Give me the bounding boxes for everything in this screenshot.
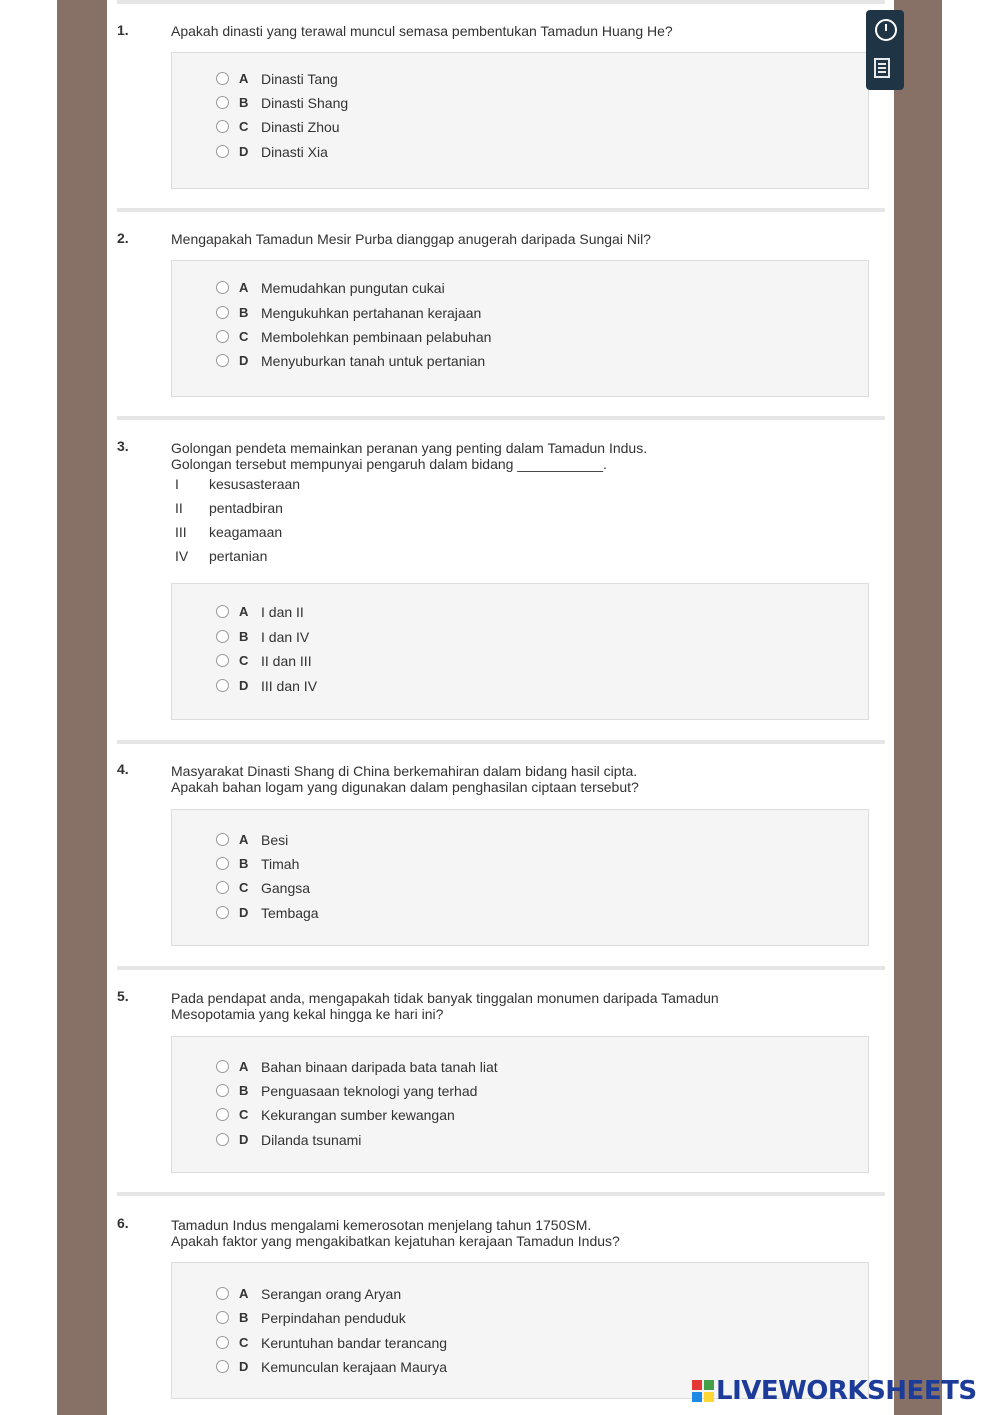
radio-button[interactable] [216,1287,229,1300]
option-letter: D [239,353,249,368]
question-number: 1. [117,22,129,38]
question-number: 3. [117,438,129,454]
statement-text: pentadbiran [209,500,283,516]
radio-button[interactable] [216,906,229,919]
question-text-line: Mesopotamia yang kekal hingga ke hari ini? [171,1006,444,1022]
radio-button[interactable] [216,306,229,319]
option-text: Mengukuhkan pertahanan kerajaan [261,305,482,321]
radio-button[interactable] [216,1336,229,1349]
option-letter: B [239,856,249,871]
radio-button[interactable] [216,354,229,367]
worksheet-page [107,0,894,1415]
radio-button[interactable] [216,1084,229,1097]
statement-text: pertanian [209,548,268,564]
question-text [171,23,673,39]
option-text: Menyuburkan tanah untuk pertanian [261,353,486,369]
option-letter: D [239,1359,249,1374]
radio-button[interactable] [216,281,229,294]
question-text-line: Apakah faktor yang mengakibatkan kejatuhan kerajaan Tamadun Indus? [171,1233,620,1249]
question-text-line: Mengapakah Tamadun Mesir Purba dianggap anugerah daripada Sungai Nil? [171,231,651,247]
option-letter: A [239,604,249,619]
radio-button[interactable] [216,96,229,109]
option-text: Kemunculan kerajaan Maurya [261,1359,447,1375]
radio-button[interactable] [216,654,229,667]
right-margin-band [894,0,942,1415]
statement-text: kesusasteraan [209,476,301,492]
option-text: Bahan binaan daripada bata tanah liat [261,1059,498,1075]
option-letter: D [239,905,249,920]
floating-toolbar [866,10,904,90]
option-letter: A [239,1059,249,1074]
question-separator [117,0,885,4]
radio-button[interactable] [216,145,229,158]
statement-numeral: I [175,476,179,492]
question-separator [117,740,885,744]
radio-button[interactable] [216,1108,229,1121]
logo-square [692,1380,702,1390]
radio-button[interactable] [216,881,229,894]
option-letter: A [239,280,249,295]
option-text: Dinasti Xia [261,144,328,160]
option-text: Keruntuhan bandar terancang [261,1335,448,1351]
radio-button[interactable] [216,1133,229,1146]
question-separator [117,416,885,420]
option-letter: B [239,629,249,644]
options-box [171,52,869,189]
option-letter: B [239,1083,249,1098]
option-text: Membolehkan pembinaan pelabuhan [261,329,492,345]
option-text: Dinasti Zhou [261,119,340,135]
question-text-line: Golongan tersebut mempunyai pengaruh dalam bidang ___________. [171,456,607,472]
question-text-line: Masyarakat Dinasti Shang di China berkemahiran dalam bidang hasil cipta. [171,763,638,779]
option-text: Kekurangan sumber kewangan [261,1107,455,1123]
radio-button[interactable] [216,833,229,846]
options-box [171,260,869,397]
options-box [171,809,869,946]
option-letter: B [239,95,249,110]
option-letter: B [239,1310,249,1325]
option-letter: C [239,1107,249,1122]
option-text: I dan IV [261,629,310,645]
statement-numeral: II [175,500,183,516]
option-letter: A [239,1286,249,1301]
logo-square [704,1380,714,1390]
question-separator [117,1192,885,1196]
radio-button[interactable] [216,679,229,692]
option-text: Gangsa [261,880,311,896]
option-letter: C [239,653,249,668]
option-text: Besi [261,832,289,848]
question-number: 4. [117,761,129,777]
options-box [171,583,869,720]
option-text: Dinasti Tang [261,71,338,87]
question-text-line: Tamadun Indus mengalami kemerosotan menjelang tahun 1750SM. [171,1217,592,1233]
left-margin-band [57,0,107,1415]
question-text-line: Pada pendapat anda, mengapakah tidak banyak tinggalan monumen daripada Tamadun [171,990,719,1006]
radio-button[interactable] [216,1360,229,1373]
option-letter: D [239,1132,249,1147]
logo-square [704,1392,714,1402]
options-box [171,1036,869,1173]
option-text: I dan II [261,604,304,620]
radio-button[interactable] [216,630,229,643]
question-number: 5. [117,988,129,1004]
question-text-line: Apakah bahan logam yang digunakan dalam penghasilan ciptaan tersebut? [171,779,639,795]
clock-icon[interactable] [875,19,897,41]
radio-button[interactable] [216,1060,229,1073]
liveworksheets-logo[interactable] [692,1373,977,1409]
radio-button[interactable] [216,120,229,133]
question-text-line: Golongan pendeta memainkan peranan yang penting dalam Tamadun Indus. [171,440,648,456]
option-letter: D [239,144,249,159]
brand-name: LIVEWORKSHEETS [716,1376,977,1406]
notes-icon[interactable] [874,58,890,78]
question-text [171,990,719,1022]
question-text [171,440,647,472]
statement-numeral: III [175,524,187,540]
option-text: Perpindahan penduduk [261,1310,406,1326]
option-text: Timah [261,856,300,872]
option-text: Penguasaan teknologi yang terhad [261,1083,478,1099]
option-letter: A [239,832,249,847]
option-letter: B [239,305,249,320]
option-letter: C [239,1335,249,1350]
question-separator [117,966,885,970]
radio-button[interactable] [216,330,229,343]
option-letter: C [239,119,249,134]
option-text: Dilanda tsunami [261,1132,362,1148]
option-text: III dan IV [261,678,318,694]
option-text: Serangan orang Aryan [261,1286,402,1302]
option-letter: C [239,329,249,344]
option-text: Tembaga [261,905,319,921]
radio-button[interactable] [216,857,229,870]
logo-square [692,1392,702,1402]
brand-logo-icon [692,1380,714,1402]
option-letter: D [239,678,249,693]
statement-text: keagamaan [209,524,283,540]
option-text: Memudahkan pungutan cukai [261,280,445,296]
option-text: Dinasti Shang [261,95,349,111]
radio-button[interactable] [216,605,229,618]
question-text [171,763,639,795]
question-number: 6. [117,1215,129,1231]
question-text [171,231,651,247]
radio-button[interactable] [216,72,229,85]
question-separator [117,208,885,212]
option-letter: C [239,880,249,895]
statement-numeral: IV [175,548,189,564]
radio-button[interactable] [216,1311,229,1324]
option-text: II dan III [261,653,312,669]
option-letter: A [239,71,249,86]
question-text [171,1217,620,1249]
question-text-line: Apakah dinasti yang terawal muncul semasa pembentukan Tamadun Huang He? [171,23,673,39]
question-number: 2. [117,230,129,246]
